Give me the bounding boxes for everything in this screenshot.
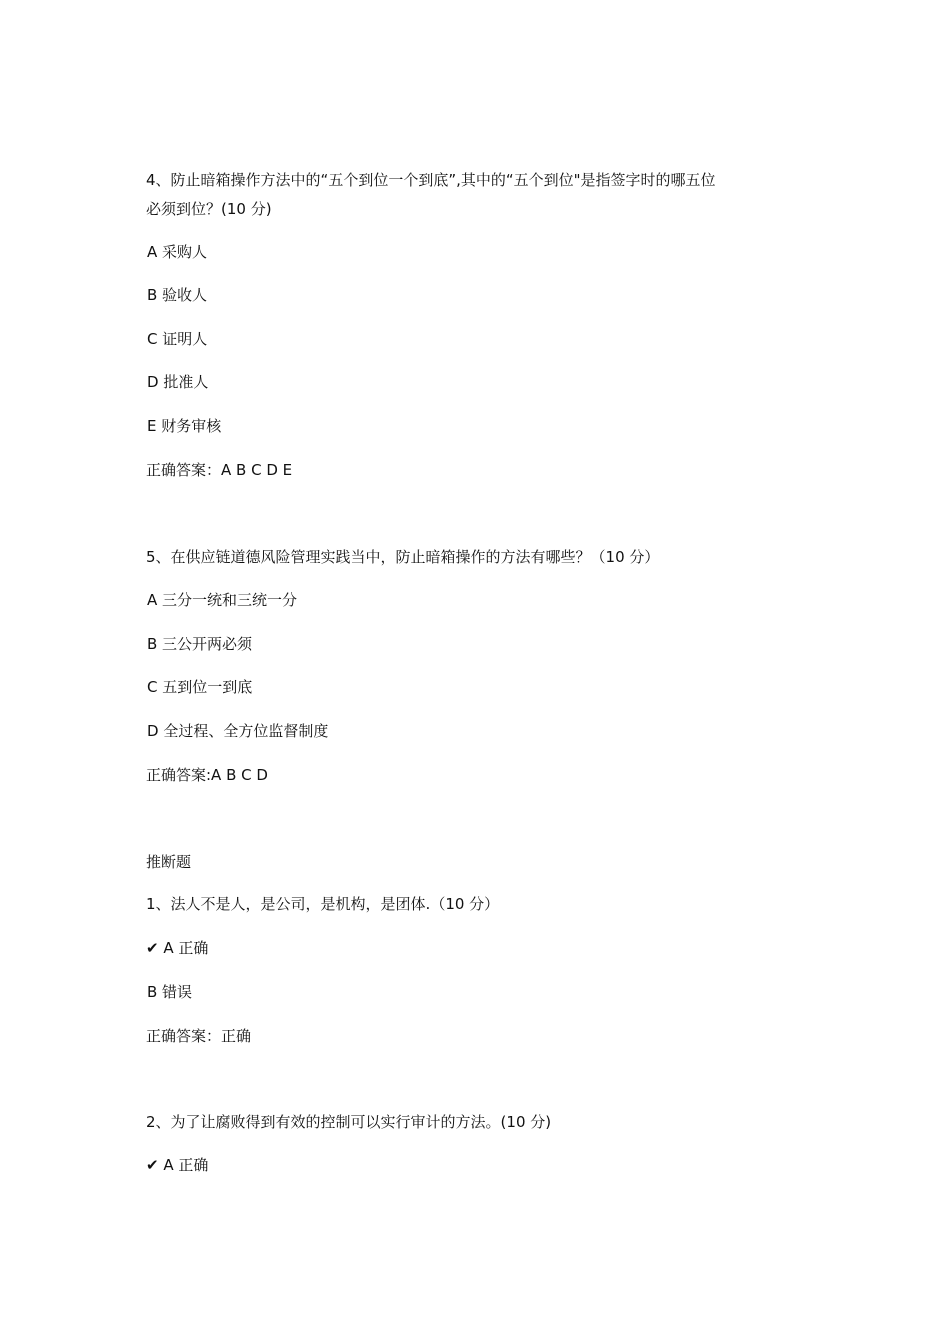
question-4-option-a: A 采购人 [147, 243, 208, 261]
question-5-option-b: B 三公开两必须 [147, 635, 253, 653]
question-4-answer: 正确答案：A B C D E [146, 461, 293, 479]
question-4-title-line-2: 必须到位？(10 分) [146, 200, 272, 218]
judgement-question-1-option-a [146, 937, 208, 959]
question-4-option-e: E 财务审核 [147, 417, 222, 435]
question-4-title-line-1: 4、防止暗箱操作方法中的“五个到位一个到底”,其中的“五个到位"是指签字时的哪五位 [146, 171, 716, 189]
section-heading-judgement: 推断题 [146, 853, 192, 871]
judgement-question-2-option-a [146, 1154, 208, 1176]
question-4-option-d: D 批准人 [147, 373, 209, 391]
judgement-question-2-title: 2、为了让腐败得到有效的控制可以实行审计的方法。(10 分) [146, 1113, 552, 1131]
judgement-question-1-answer: 正确答案：正确 [146, 1027, 252, 1045]
option-label: A 正确 [163, 939, 209, 957]
question-5-option-a: A 三分一统和三统一分 [147, 591, 298, 609]
question-4-option-b: B 验收人 [147, 286, 208, 304]
question-5-option-c: C 五到位一到底 [147, 678, 253, 696]
question-4-option-c: C 证明人 [147, 330, 208, 348]
question-5-answer: 正确答案:A B C D [146, 766, 268, 784]
question-5-option-d: D 全过程、全方位监督制度 [147, 722, 329, 740]
judgement-question-1-title: 1、法人不是人，是公司，是机构，是团体.（10 分） [146, 895, 500, 913]
judgement-question-1-option-b: B 错误 [147, 983, 193, 1001]
question-5-title: 5、在供应链道德风险管理实践当中，防止暗箱操作的方法有哪些？（10 分） [146, 548, 660, 566]
check-mark-icon: ✔ [146, 1156, 159, 1174]
check-mark-icon: ✔ [146, 939, 159, 957]
option-label: A 正确 [163, 1156, 209, 1174]
